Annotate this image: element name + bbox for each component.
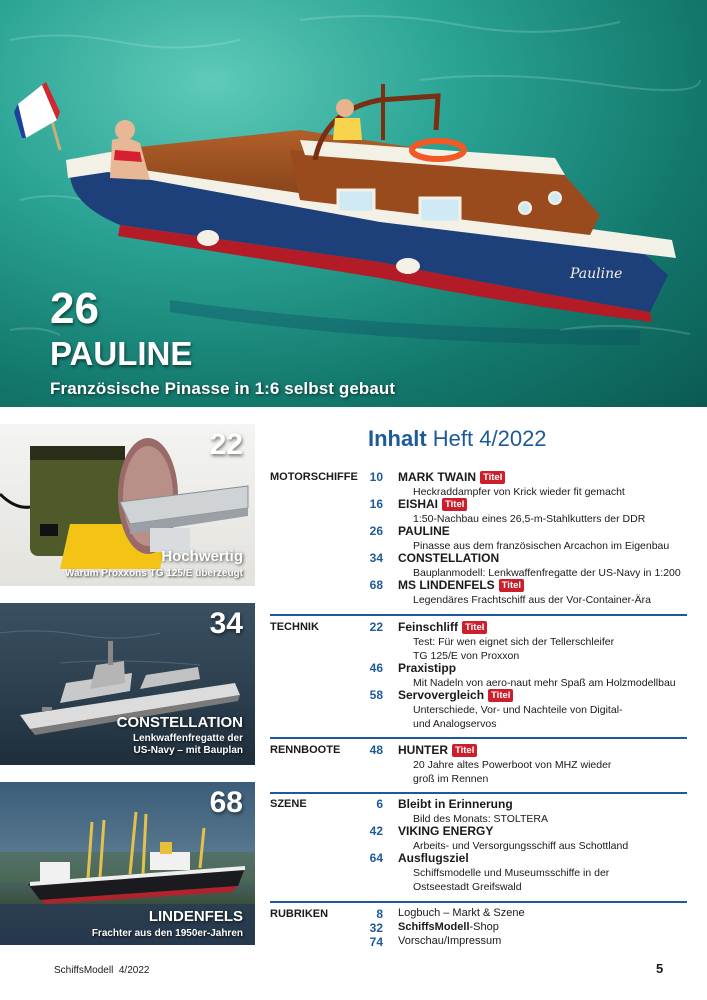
entry-description: und Analogservos <box>413 718 497 730</box>
titel-badge: Titel <box>499 579 524 592</box>
entry-description: Mit Nadeln von aero-naut mehr Spaß am Holzmodellbau <box>413 677 676 689</box>
section-name: TECHNIK <box>270 621 319 633</box>
thumb-frigate-number: 34 <box>209 607 243 640</box>
entry-title: Vorschau/Impressum <box>398 935 502 947</box>
cover-photo <box>0 0 707 407</box>
entry-title: MS LINDENFELS Titel <box>398 579 524 592</box>
titel-badge: Titel <box>488 689 513 702</box>
footer-page-number: 5 <box>656 961 664 976</box>
thumb-grinder-title: Hochwertig <box>161 548 243 565</box>
titel-badge: Titel <box>480 471 505 484</box>
entry-title: CONSTELLATION <box>398 551 500 565</box>
entry-description: Legendäres Frachtschiff aus der Vor-Container-Ära <box>413 594 651 606</box>
entry-description: TG 125/E von Proxxon <box>413 650 520 662</box>
entry-description: Ostseestadt Greifswald <box>413 881 522 893</box>
thumb-freighter-number: 68 <box>209 786 243 819</box>
thumb-frigate-subtitle-line2: US-Navy – mit Bauplan <box>133 744 243 756</box>
entry-description: 1:50-Nachbau eines 26,5-m-Stahlkutters der DDR <box>413 513 646 525</box>
entry-title: PAULINE <box>398 524 450 538</box>
thumb-freighter <box>0 782 255 945</box>
entry-description: Bild des Monats: STOLTERA <box>413 813 548 825</box>
cover-page-number: 26 <box>50 284 99 333</box>
entry-description: Test: Für wen eignet sich der Tellerschleifer <box>413 636 615 648</box>
toc-heading-bold: Inhalt <box>368 426 427 451</box>
entry-page: 34 <box>369 551 383 565</box>
cover-title: PAULINE <box>50 335 193 372</box>
thumb-frigate <box>0 603 255 765</box>
entry-description: groß im Rennen <box>413 773 489 785</box>
cover-subtitle: Französische Pinasse in 1:6 selbst gebaut <box>50 379 396 398</box>
entry-title: VIKING ENERGY <box>398 824 494 838</box>
toc-heading-issue: Heft 4/2022 <box>432 426 547 451</box>
entry-page: 58 <box>369 688 383 702</box>
footer-issue: 4/2022 <box>118 965 150 976</box>
section-divider <box>270 901 687 903</box>
entry-page: 10 <box>369 470 383 484</box>
section-divider <box>270 792 687 794</box>
thumb-freighter-title: LINDENFELS <box>148 908 243 925</box>
entry-description: Schiffsmodelle und Museumsschiffe in der <box>413 867 610 879</box>
entry-title: Ausflugsziel <box>398 851 469 865</box>
section-name: RUBRIKEN <box>270 908 329 920</box>
section-divider <box>270 614 687 616</box>
section-divider <box>270 737 687 739</box>
entry-page: 68 <box>369 578 383 592</box>
thumb-frigate-subtitle-line1: Lenkwaffenfregatte der <box>132 733 243 744</box>
thumb-freighter-subtitle: Frachter aus den 1950er-Jahren <box>91 928 243 939</box>
entry-page: 64 <box>369 851 383 865</box>
entry-title: SchiffsModell-Shop <box>398 921 499 933</box>
entry-description: 20 Jahre altes Powerboot von MHZ wieder <box>413 759 612 771</box>
entry-title: Servovergleich Titel <box>398 689 513 702</box>
entry-title: Praxistipp <box>398 661 457 675</box>
thumb-grinder <box>0 424 255 586</box>
entry-page: 22 <box>369 620 383 634</box>
entry-page: 6 <box>376 797 383 811</box>
thumb-grinder-number: 22 <box>209 428 243 461</box>
thumb-grinder-subtitle: Warum Proxxons TG 125/E überzeugt <box>64 568 243 579</box>
titel-badge: Titel <box>452 744 477 757</box>
entry-title: HUNTER Titel <box>398 744 477 757</box>
toc-heading <box>368 428 547 450</box>
entry-page: 8 <box>376 907 383 921</box>
entry-page: 48 <box>369 743 383 757</box>
entry-title: Bleibt in Erinnerung <box>398 797 513 811</box>
entry-page: 42 <box>369 824 383 838</box>
entry-title: Feinschliff Titel <box>398 621 487 634</box>
entry-description: Heckraddampfer von Krick wieder fit gemacht <box>413 486 625 498</box>
entry-title: EISHAI Titel <box>398 498 467 511</box>
section-name: SZENE <box>270 798 307 810</box>
entry-page: 26 <box>369 524 383 538</box>
entry-description: Unterschiede, Vor- und Nachteile von Digital- <box>413 704 623 716</box>
entry-page: 16 <box>369 497 383 511</box>
entry-title: Logbuch – Markt & Szene <box>398 907 525 919</box>
entry-page: 32 <box>369 921 383 935</box>
entry-description: Bauplanmodell: Lenkwaffenfregatte der US-Navy in 1:200 <box>413 567 681 579</box>
entry-title: MARK TWAIN Titel <box>398 471 505 484</box>
boat-name-label: Pauline <box>570 266 623 282</box>
entry-description: Arbeits- und Versorgungsschiff aus Schottland <box>413 840 629 852</box>
thumb-frigate-title: CONSTELLATION <box>116 714 243 731</box>
section-name: RENNBOOTE <box>270 744 341 756</box>
thumb-frigate-subtitle <box>133 733 243 756</box>
section-name: MOTORSCHIFFE <box>270 471 358 483</box>
titel-badge: Titel <box>462 621 487 634</box>
entry-page: 46 <box>369 661 383 675</box>
titel-badge: Titel <box>442 498 467 511</box>
footer-magazine-name: SchiffsModell <box>54 965 114 976</box>
entry-page: 74 <box>369 935 383 949</box>
entry-description: Pinasse aus dem französischen Arcachon im Eigenbau <box>413 540 670 552</box>
footer-magazine <box>54 965 149 976</box>
